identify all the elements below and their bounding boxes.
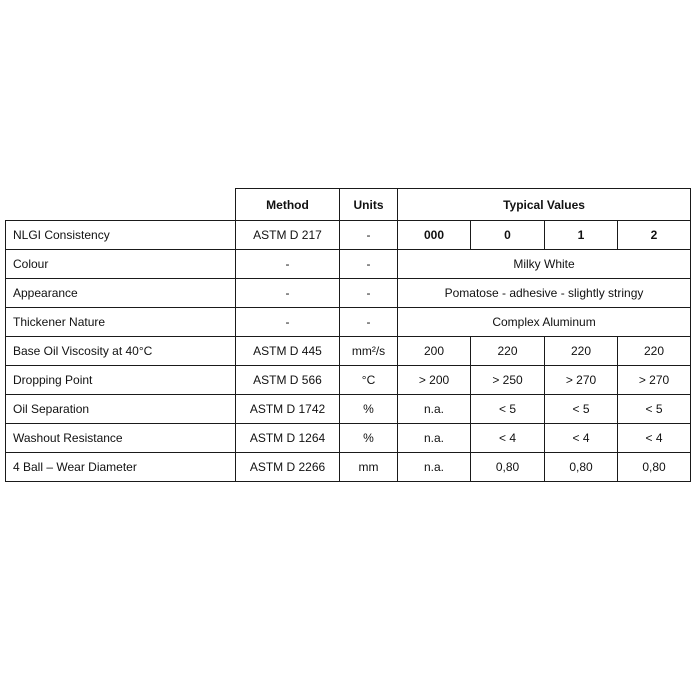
row-washout-resistance xyxy=(6,424,691,453)
value-cell: 220 xyxy=(618,337,691,366)
value-cell: 200 xyxy=(398,337,471,366)
table-header-row xyxy=(6,189,691,221)
value-cell: < 4 xyxy=(618,424,691,453)
row-dropping-point xyxy=(6,366,691,395)
units-cell: - xyxy=(340,279,398,308)
row-label: Washout Resistance xyxy=(6,424,236,453)
units-cell: - xyxy=(340,221,398,250)
properties-table xyxy=(5,188,691,482)
value-cell: 220 xyxy=(545,337,618,366)
row-appearance xyxy=(6,279,691,308)
value-cell: < 4 xyxy=(545,424,618,453)
value-cell: 0,80 xyxy=(471,453,545,482)
units-cell: - xyxy=(340,308,398,337)
value-cell: Complex Aluminum xyxy=(398,308,691,337)
row-colour xyxy=(6,250,691,279)
value-cell: Pomatose - adhesive - slightly stringy xyxy=(398,279,691,308)
row-label: Dropping Point xyxy=(6,366,236,395)
row-thickener-nature xyxy=(6,308,691,337)
row-oil-separation xyxy=(6,395,691,424)
method-cell: ASTM D 1742 xyxy=(236,395,340,424)
method-cell: - xyxy=(236,308,340,337)
header-method: Method xyxy=(236,189,340,221)
method-cell: ASTM D 1264 xyxy=(236,424,340,453)
row-label: Oil Separation xyxy=(6,395,236,424)
value-cell: 0,80 xyxy=(545,453,618,482)
row-four-ball-wear xyxy=(6,453,691,482)
units-cell: - xyxy=(340,250,398,279)
row-label: Base Oil Viscosity at 40°C xyxy=(6,337,236,366)
units-cell: mm²/s xyxy=(340,337,398,366)
value-cell: < 5 xyxy=(545,395,618,424)
units-cell: % xyxy=(340,395,398,424)
row-label: Colour xyxy=(6,250,236,279)
header-typical-values: Typical Values xyxy=(398,189,691,221)
units-cell: °C xyxy=(340,366,398,395)
grade-cell: 0 xyxy=(471,221,545,250)
value-cell: < 5 xyxy=(471,395,545,424)
row-nlgi-consistency xyxy=(6,221,691,250)
method-cell: ASTM D 2266 xyxy=(236,453,340,482)
value-cell: < 5 xyxy=(618,395,691,424)
value-cell: 220 xyxy=(471,337,545,366)
method-cell: - xyxy=(236,279,340,308)
grade-cell: 000 xyxy=(398,221,471,250)
header-units: Units xyxy=(340,189,398,221)
row-base-oil-viscosity xyxy=(6,337,691,366)
header-blank-cell xyxy=(6,189,236,221)
row-label: Appearance xyxy=(6,279,236,308)
value-cell: 0,80 xyxy=(618,453,691,482)
units-cell: mm xyxy=(340,453,398,482)
value-cell: > 200 xyxy=(398,366,471,395)
value-cell: > 250 xyxy=(471,366,545,395)
value-cell: Milky White xyxy=(398,250,691,279)
value-cell: n.a. xyxy=(398,424,471,453)
value-cell: > 270 xyxy=(545,366,618,395)
units-cell: % xyxy=(340,424,398,453)
value-cell: n.a. xyxy=(398,395,471,424)
grade-cell: 1 xyxy=(545,221,618,250)
method-cell: ASTM D 217 xyxy=(236,221,340,250)
value-cell: n.a. xyxy=(398,453,471,482)
row-label: NLGI Consistency xyxy=(6,221,236,250)
value-cell: < 4 xyxy=(471,424,545,453)
row-label: 4 Ball – Wear Diameter xyxy=(6,453,236,482)
method-cell: - xyxy=(236,250,340,279)
row-label: Thickener Nature xyxy=(6,308,236,337)
value-cell: > 270 xyxy=(618,366,691,395)
grade-cell: 2 xyxy=(618,221,691,250)
method-cell: ASTM D 566 xyxy=(236,366,340,395)
method-cell: ASTM D 445 xyxy=(236,337,340,366)
